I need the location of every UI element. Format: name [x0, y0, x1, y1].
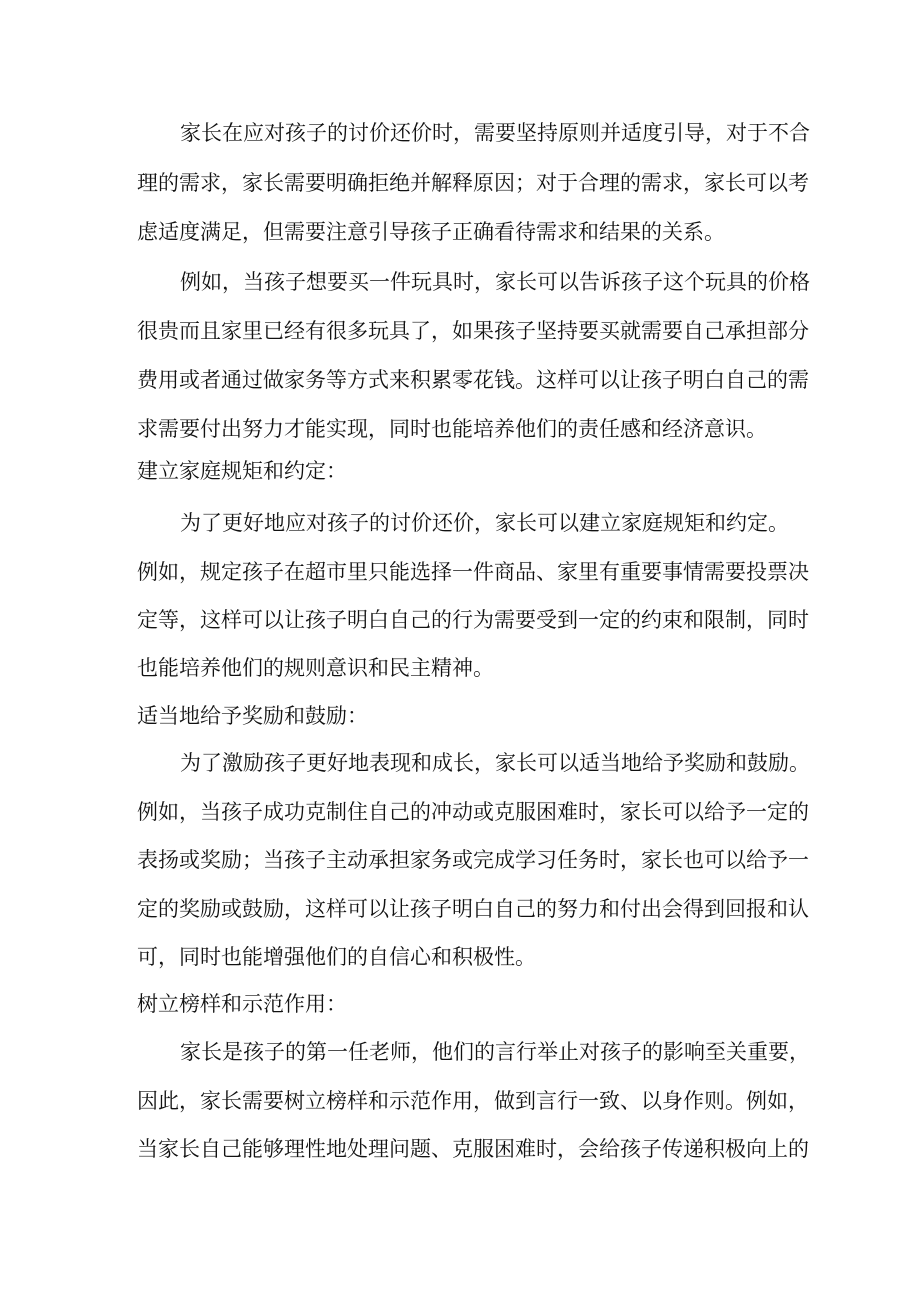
paragraph-5-line-1: 家长是孩子的第一任老师，他们的言行举止对孩子的影响至关重要， [180, 1040, 810, 1064]
paragraph-2-line-3: 费用或者通过做家务等方式来积累零花钱。这样可以让孩子明白自己的需 [137, 368, 809, 392]
paragraph-4-line-2: 例如，当孩子成功克制住自己的冲动或克服困难时，家长可以给予一定的 [137, 800, 809, 824]
paragraph-3-line-3: 定等，这样可以让孩子明白自己的行为需要受到一定的约束和限制，同时 [137, 608, 809, 632]
paragraph-4-line-4: 定的奖励或鼓励，这样可以让孩子明白自己的努力和付出会得到回报和认 [137, 897, 809, 921]
paragraph-3-line-2: 例如，规定孩子在超市里只能选择一件商品、家里有重要事情需要投票决 [137, 560, 809, 584]
section-heading-3: 树立榜样和示范作用： [137, 992, 347, 1016]
paragraph-1-line-1: 家长在应对孩子的讨价还价时，需要坚持原则并适度引导，对于不合 [180, 121, 810, 145]
paragraph-2-line-1: 例如，当孩子想要买一件玩具时，家长可以告诉孩子这个玩具的价格 [180, 270, 810, 294]
paragraph-3-line-4: 也能培养他们的规则意识和民主精神。 [137, 656, 494, 680]
paragraph-5-line-3: 当家长自己能够理性地处理问题、克服困难时，会给孩子传递积极向上的 [137, 1137, 809, 1161]
paragraph-4-line-5: 可，同时也能增强他们的自信心和积极性。 [137, 945, 536, 969]
paragraph-2-line-4: 求需要付出努力才能实现，同时也能培养他们的责任感和经济意识。 [137, 417, 767, 441]
paragraph-1-line-3: 虑适度满足，但需要注意引导孩子正确看待需求和结果的关系。 [137, 220, 725, 244]
paragraph-3-line-1: 为了更好地应对孩子的讨价还价，家长可以建立家庭规矩和约定。 [180, 511, 789, 535]
paragraph-1-line-2: 理的需求，家长需要明确拒绝并解释原因；对于合理的需求，家长可以考 [137, 171, 809, 195]
paragraph-4-line-1: 为了激励孩子更好地表现和成长，家长可以适当地给予奖励和鼓励。 [180, 751, 810, 775]
paragraph-5-line-2: 因此，家长需要树立榜样和示范作用，做到言行一致、以身作则。例如， [137, 1089, 809, 1113]
section-heading-2: 适当地给予奖励和鼓励： [137, 704, 368, 728]
paragraph-2-line-2: 很贵而且家里已经有很多玩具了，如果孩子坚持要买就需要自己承担部分 [137, 319, 809, 343]
paragraph-4-line-3: 表扬或奖励；当孩子主动承担家务或完成学习任务时，家长也可以给予一 [137, 848, 809, 872]
section-heading-1: 建立家庭规矩和约定： [137, 459, 347, 483]
